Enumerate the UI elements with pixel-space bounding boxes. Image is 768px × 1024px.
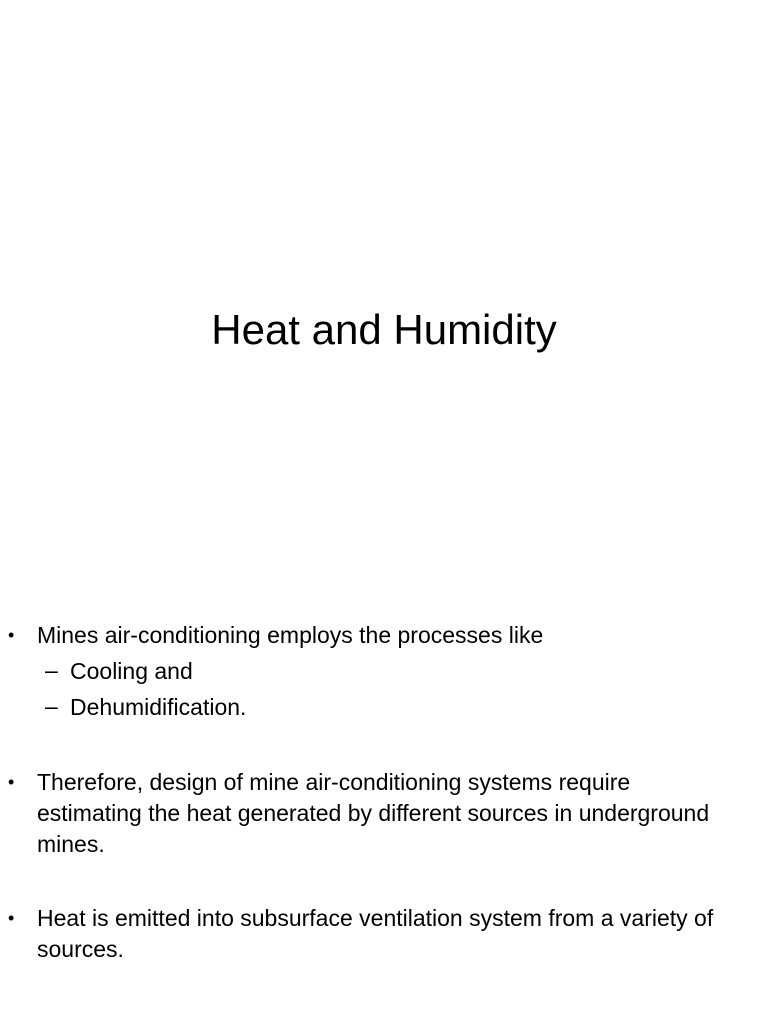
bullet-text: Mines air-conditioning employs the processes like [37, 622, 544, 648]
bullet-marker: • [8, 772, 15, 792]
sub-bullet-text: Cooling and [70, 658, 193, 684]
bullet-text: Therefore, design of mine air-conditioning systems require estimating the heat generated by different sources in underground mines. [37, 769, 710, 857]
sub-bullet-text: Dehumidification. [70, 694, 247, 720]
bullet-marker: • [8, 908, 15, 928]
bullet-marker: • [8, 625, 15, 645]
slide-title: Heat and Humidity [211, 306, 557, 354]
bullet-text: Heat is emitted into subsurface ventilation system from a variety of sources. [37, 905, 714, 962]
dash-marker: – [45, 693, 58, 719]
dash-marker: – [45, 657, 58, 683]
